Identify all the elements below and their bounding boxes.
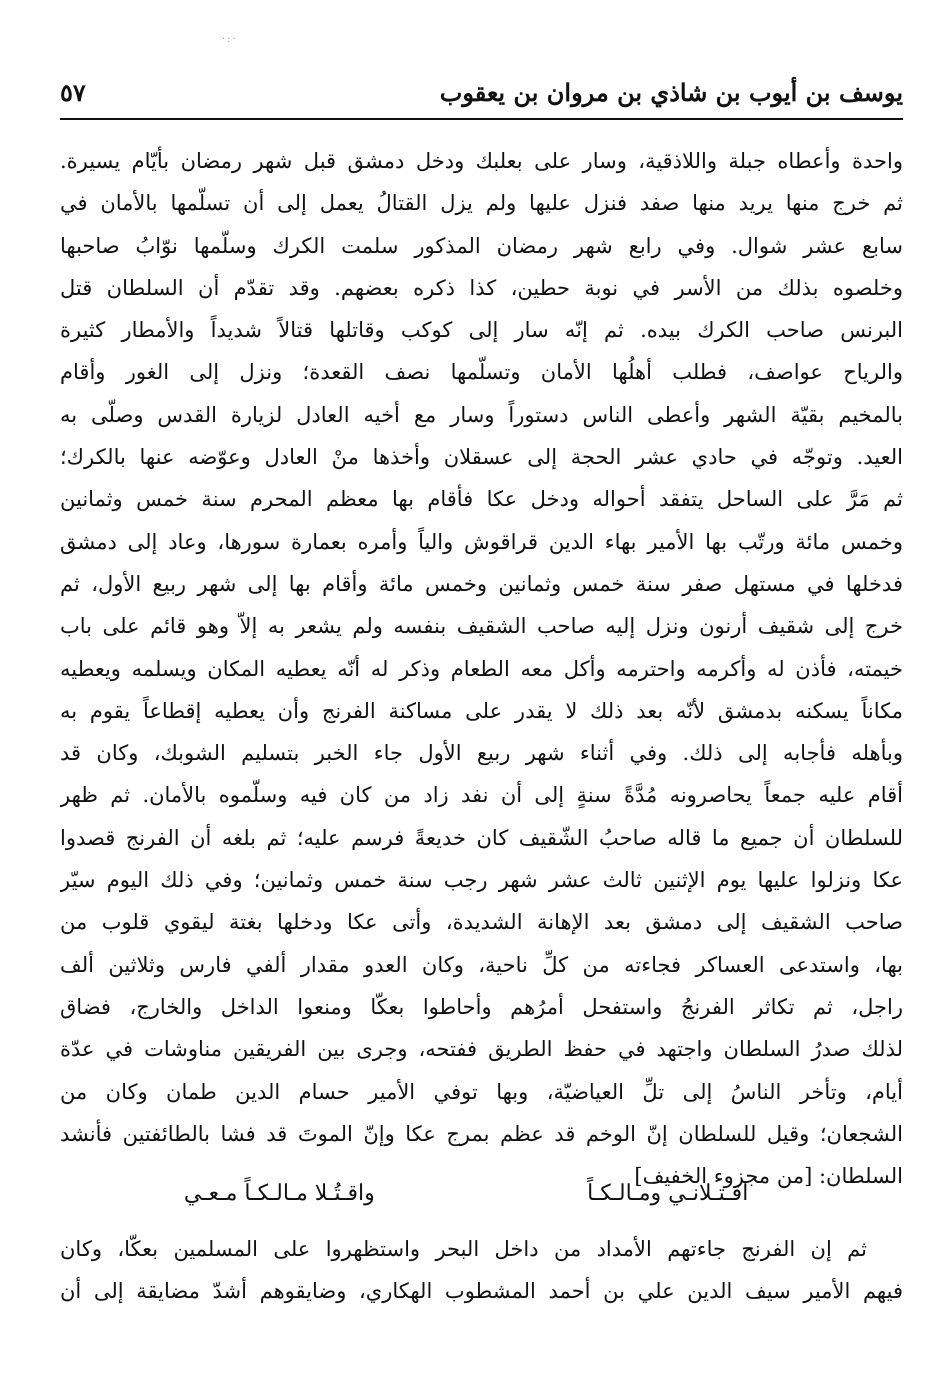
text-line: ثم خرج منها يريد منها صفد فنزل عليها ولم يزل القتالُ يعمل إلى أن تسلّمها بالأمان في bbox=[60, 191, 903, 216]
text-line: والرياح عواصف، فطلب أهلُها الأمان وتسلّمها نصف القعدة؛ ونزل إلى الغور وأقام bbox=[60, 360, 903, 385]
text-line: أيام، وتأخر الناسُ إلى تلِّ العياضيّة، وبها توفي الأمير حسام الدين طمان وكان من bbox=[60, 1079, 903, 1104]
text-line: أقام عليه جمعاً يحاصرونه مُدَّةً سنةٍ إلى أن نفد زاد من كان فيه وسلّموه بالأمان. ثم ظهر bbox=[60, 783, 903, 808]
verse-second-hemistich: واقـتُـلا مـالـكـاً مـعـي bbox=[183, 1181, 375, 1206]
header-rule bbox=[60, 118, 903, 120]
second-paragraph bbox=[60, 1228, 903, 1313]
text-line: العيد. وتوجّه في حادي عشر الحجة إلى عسقلان وأخذها منْ العادل وعوّضه عنها بالكرك؛ bbox=[60, 445, 903, 470]
text-line: لذلك صدرُ السلطان واجتهد في حفظ الطريق ففتحه، وجرى بين الفريقين مناوشات في عدّة bbox=[60, 1037, 903, 1062]
text-line: راجل، ثم تكاثر الفرنجُ واستفحل أمرُهم وأحاطوا بعكّا ومنعوا الداخل والخارج، فضاق bbox=[60, 994, 903, 1019]
text-line: البرنس صاحب الكرك بيده. ثم إنّه سار إلى كوكب وقاتلها قتالاً شديداً والأمطار كثيرة bbox=[60, 318, 903, 343]
page-header bbox=[60, 72, 903, 116]
main-paragraph bbox=[60, 140, 903, 1197]
text-line: صاحب الشقيف إلى دمشق بعد الإهانة الشديدة، وأتى عكا ودخلها بغتة ليقوي قلوب من bbox=[60, 910, 903, 935]
poetry-verse bbox=[100, 1172, 847, 1216]
text-line: فدخلها في مستهل صفر سنة خمس وثمانين وخمس مائة وأقام بها إلى شهر ربيع الأول، ثم bbox=[60, 571, 903, 596]
running-title: يوسف بن أيوب بن شاذي بن مروان بن يعقوب bbox=[439, 78, 903, 107]
page-number: ٥٧ bbox=[60, 78, 86, 107]
text-line: سابع عشر شوال. وفي رابع شهر رمضان المذكور سلمت الكرك وسلّمها نوّابُ صاحبها bbox=[60, 233, 903, 258]
text-line: بالمخيم بقيّة الشهر وأعطى الناس دستوراً وسار مع أخيه العادل لزيارة القدس وصلّى به bbox=[60, 402, 903, 427]
scan-speck: ·:· bbox=[222, 34, 238, 45]
text-line: خيمته، فأذن له وأكرمه واحترمه وأكل معه الطعام وذكر له أنّه يعطيه المكان ويسلمه ويعطيه bbox=[60, 656, 903, 681]
text-line: واحدة وأعطاه جبلة واللاذقية، وسار على بعلبك ودخل دمشق قبل شهر رمضان بأيّام يسيرة. bbox=[60, 149, 903, 173]
text-line: ثم إن الفرنج جاءتهم الأمداد من داخل البحر واستظهروا على المسلمين بعكّا، وكان bbox=[60, 1237, 867, 1261]
text-line: عكا ونزلوا عليها يوم الإثنين ثالث عشر شهر رجب سنة خمس وثمانين؛ وفي ذلك اليوم سيّر bbox=[60, 868, 903, 893]
text-line: خرج إلى شقيف أرنون ونزل إليه صاحب الشقيف بنفسه ولم يشعر به إلاّ وهو قائم على باب bbox=[60, 614, 903, 639]
text-line: الشجعان؛ وقيل للسلطان إنّ الوخم قد عظم بمرج عكا وإنّ الموتَ قد فشا بالطائفتين فأنشد bbox=[60, 1121, 903, 1146]
text-line: وخمس مائة ورتّب بها الأمير بهاء الدين قراقوش والياً وأمره بعمارة سورها، وعاد إلى دمشق bbox=[60, 529, 903, 554]
text-line: ثم مَرَّ على الساحل يتفقد أحواله ودخل عكا فأقام بها معظم المحرم سنة خمس وثمانين bbox=[60, 487, 903, 512]
text-line: وبأهله فأجابه إلى ذلك. وفي أثناء شهر ربيع الأول جاء الخبر بتسليم الشوبك، وكان قد bbox=[60, 741, 903, 766]
text-line: السلطان: [من مجزوء الخفيف] bbox=[634, 1164, 903, 1189]
verse-first-hemistich: اقـتـلانـي ومـالـكـاً bbox=[587, 1181, 749, 1206]
text-line: فيهم الأمير سيف الدين علي بن أحمد المشطوب الهكاري، وضايقوهم أشدّ مضايقة إلى أن bbox=[60, 1279, 903, 1304]
text-line: وخلصوه بذلك من الأسر في نوبة حطين، كذا ذكره بعضهم. وقد تقدّم أن السلطان قتل bbox=[60, 275, 903, 300]
text-line: للسلطان أن جميع ما قاله صاحبُ الشّقيف كان خديعةً فرسم عليه؛ ثم بلغه أن الفرنج قصدوا bbox=[60, 825, 903, 850]
text-line: بها، واستدعى العساكر فجاءته من كلِّ ناحية، وكان العدو مقدار ألفي فارس وثلاثين ألف bbox=[60, 952, 903, 977]
text-line: مكاناً يسكنه بدمشق لأنّه بعد ذلك لا يقدر على مساكنة الفرنج وأن يعطيه إقطاعاً يقوم به bbox=[60, 698, 903, 723]
